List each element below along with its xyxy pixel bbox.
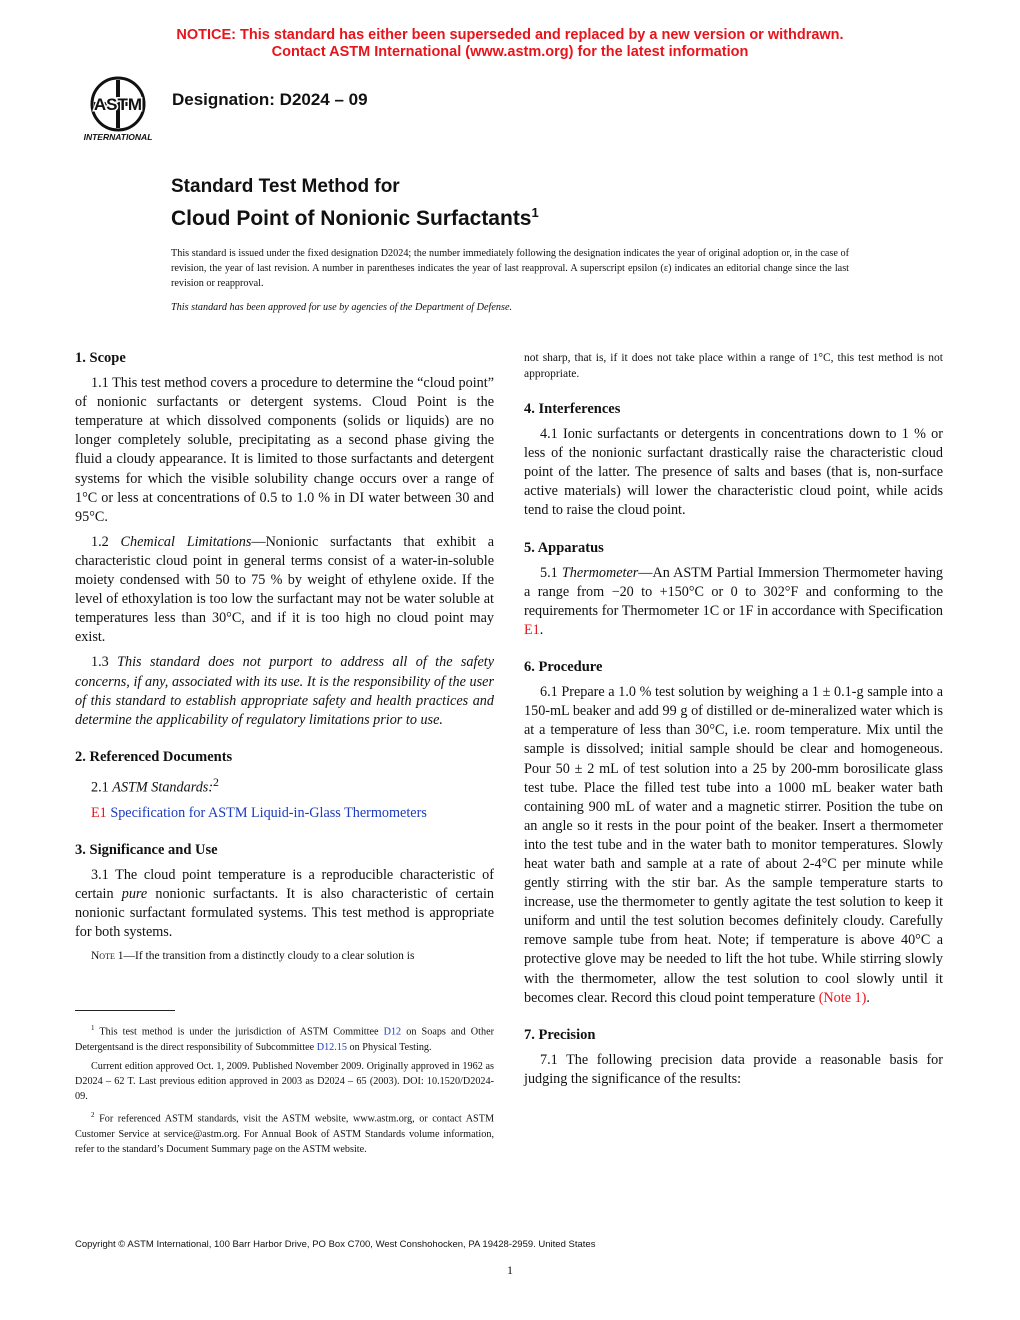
issuance-statement: This standard is issued under the fixed designation D2024; the number immediately following the designation indicates the year of original adoption or, in the case of revision, the year of last revision. A number in parentheses indicates the year of last reapproval. A superscript epsilon (ε) indicates an editorial change since the last revision or reapproval. [171,248,849,289]
footnote-2-mark: 2 [91,1111,95,1120]
apparatus-end: . [539,621,544,638]
footnote-2-text: For referenced ASTM standards, visit the ASTM website, www.astm.org, or contact ASTM Customer Service at service@astm.org. For Annual Book of ASTM Standards volume information, refer to the standard’s Document Summary page on the ASTM website. [75,1113,495,1156]
referenced-2-1 [75,773,494,798]
significance-heading: 3. Significance and Use [75,841,218,858]
footnote-divider [75,1010,175,1011]
note-1 [75,948,494,965]
title-line-1: Standard Test Method for [171,176,400,197]
significance-text-a: 3.1 The cloud point temperature is a reproducible characteristic of certain [75,866,494,902]
title-line-2 [171,199,539,233]
note-1-label: Note 1 [91,950,124,963]
procedure-6-1-text: 6.1 Prepare a 1.0 % test solution by weighing a 1 ± 0.1-g sample into a 150-mL beaker and add 99 g of distilled or de-mineralized water which is at a temperature of less than 30°C, i.e. room temperature. Mix until the sample is dissolved; initial sample should be clear and homogeneous. Pour 50 ± 2 mL of test solution into a 25 by 200-mm borosilicate glass test tube. Place the filled test tube into a 1000 mL beaker water bath containing 900 mL of water and a magnetic stirrer. Position the tube on an angle so it rests in the pour point of the beaker. Insert a thermometer into the test tube and in the water bath to monitor temperatures. Slowly heat water bath and sample at a rate of about 2-4°C per minute while gently stirring with the stir bar. As the sample temperature starts to increase, use the thermometer to gently agitate the test solution to keep it uniform and until the test solution becomes definitely cloudy. Carefully remove sample tube from heat. Note; if temperature is above 40°C a protective glove may be needed to lift the hot tube. While stirring slowly with the thermometer, allow the test solution to cool slowly until it becomes clear. Record this cloud point temperature [524,684,943,1006]
designation: Designation: D2024 – 09 [172,90,368,109]
notice-line-1: NOTICE: This standard has either been superseded and replaced by a new version or withdrawn. [176,27,844,43]
footnote-1-mark: 1 [91,1024,95,1032]
left-column [75,349,494,971]
apparatus-5-1-num: 5.1 [540,564,558,581]
significance-3-1 [75,866,494,942]
scope-1-2 [75,533,494,648]
scope-1-3-em: This standard does not purport to address all of the safety concerns, if any, associated with its use. It is the responsibility of the user of this standard to establish appropriate safety and health practices and determine the applicability of regulatory limitations prior to use. [75,654,494,728]
footnote-1-text-a: This test method is under the jurisdiction of ASTM Committee [99,1026,379,1038]
referenced-e1[interactable] [75,804,494,823]
significance-em: pure [121,885,148,902]
precision-7-1: 7.1 The following precision data provide a reasonable basis for judging the significance of the results: [524,1051,943,1087]
copyright-line: Copyright © ASTM International, 100 Barr Harbor Drive, PO Box C700, West Conshohocken, PA 19428-2959. United States [75,1239,596,1250]
footnote-1-edition: Current edition approved Oct. 1, 2009. Published November 2009. Originally approved in 1962 as D2024 – 62 T. Last previous edition approved in 2003 as D2024 – 65 (2003). DOI: 10.1520/D2024-09. [75,1060,494,1103]
note-1-link[interactable]: (Note 1) [818,989,867,1006]
astm-logo-icon [72,72,164,144]
scope-1-1: 1.1 This test method covers a procedure to determine the “cloud point” of nonionic surfactants or detergent systems. Cloud Point is the temperature at which dissolved components (solids or liquids) are no longer completely soluble, precipitating as a second phase giving the fluid a cloudy appearance. It is limited to those surfactants and detergent systems for which the visible solubility change occurs over a range of 1°C or less at concentrations of 0.5 to 1.0 % in DI water between 30 and 95°C. [75,375,494,525]
e1-link[interactable]: E1 [91,804,107,821]
scope-1-3-num: 1.3 [91,654,109,671]
procedure-heading: 6. Procedure [524,659,603,676]
footnote-1 [75,1021,494,1055]
precision-heading: 7. Precision [524,1026,596,1043]
referenced-2-1-em: ASTM Standards: [112,779,214,796]
footnote-2 [75,1108,494,1157]
notice-line-2: Contact ASTM International (www.astm.org) for the latest information [271,44,749,60]
title-main: Cloud Point of Nonionic Surfactants [171,207,532,230]
scope-heading: 1. Scope [75,350,126,366]
svg-text:INTERNATIONAL: INTERNATIONAL [83,132,153,142]
apparatus-5-1-text: —An ASTM Partial Immersion Thermometer having a range from −20 to +150°C or 0 to 302°F and conforming to the requirements for Thermometer 1C or 1F in accordance with Specification [524,564,944,619]
scope-1-2-num: 1.2 [91,533,109,550]
scope-1-3 [75,653,494,729]
footnotes [75,1021,494,1161]
document-title [171,175,539,233]
scope-1-2-text: —Nonionic surfactants that exhibit a characteristic cloud point in general terms consist of a water-in-soluble moiety condensed with 50 to 75 % by weight of ethylene oxide. If the level of ethoxylation is too low the surfactant may not be water soluble at temperatures less than 30°C, and if it is too high no cloud point may exist. [75,533,495,646]
interferences-4-1: 4.1 Ionic surfactants or detergents in concentrations down to 1 % or less of the nonionic surfactant drastically raise the characteristic cloud point of the latter. The presence of salts and bases (that is, non-surface active materials) will lower the characteristic cloud point, while acids tend to raise the cloud point. [524,426,943,519]
footnote-1-text-c: on Physical Testing. [349,1041,432,1053]
note-1-continued: not sharp, that is, if it does not take place within a range of 1°C, this test method is not appropriate. [524,352,943,380]
svg-text:ASTM: ASTM [93,95,143,114]
referenced-2-1-num: 2.1 [91,779,109,796]
referenced-footnote-mark: 2 [213,774,219,789]
d12-link[interactable]: D12 [383,1026,402,1038]
withdrawal-notice [0,27,1020,61]
apparatus-5-1-em: Thermometer [561,564,639,581]
note-1-text: —If the transition from a distinctly cloudy to a clear solution is [123,950,415,963]
dod-statement: This standard has been approved for use by agencies of the Department of Defense. [171,302,513,313]
footnote-1-text-b: on Soaps and Other Detergentsand is the direct responsibility of Subcommittee [75,1026,495,1053]
apparatus-heading: 5. Apparatus [524,539,604,556]
right-column [524,350,943,1095]
page-number: 1 [507,1263,513,1277]
d12-15-link[interactable]: D12.15 [316,1041,347,1053]
apparatus-e1-link[interactable]: E1 [524,621,540,638]
title-footnote-mark: 1 [531,205,539,220]
scope-1-2-em: Chemical Limitations [120,533,252,550]
interferences-heading: 4. Interferences [524,401,621,417]
e1-title-link[interactable]: Specification for ASTM Liquid-in-Glass Thermometers [110,804,427,821]
significance-text-b: nonionic surfactants. It is also characteristic of certain nonionic surfactant formulated systems. This test method is appropriate for both systems. [75,885,494,941]
procedure-6-1 [524,683,943,1008]
referenced-heading: 2. Referenced Documents [75,748,233,765]
apparatus-5-1 [524,564,943,640]
procedure-end: . [866,989,870,1006]
